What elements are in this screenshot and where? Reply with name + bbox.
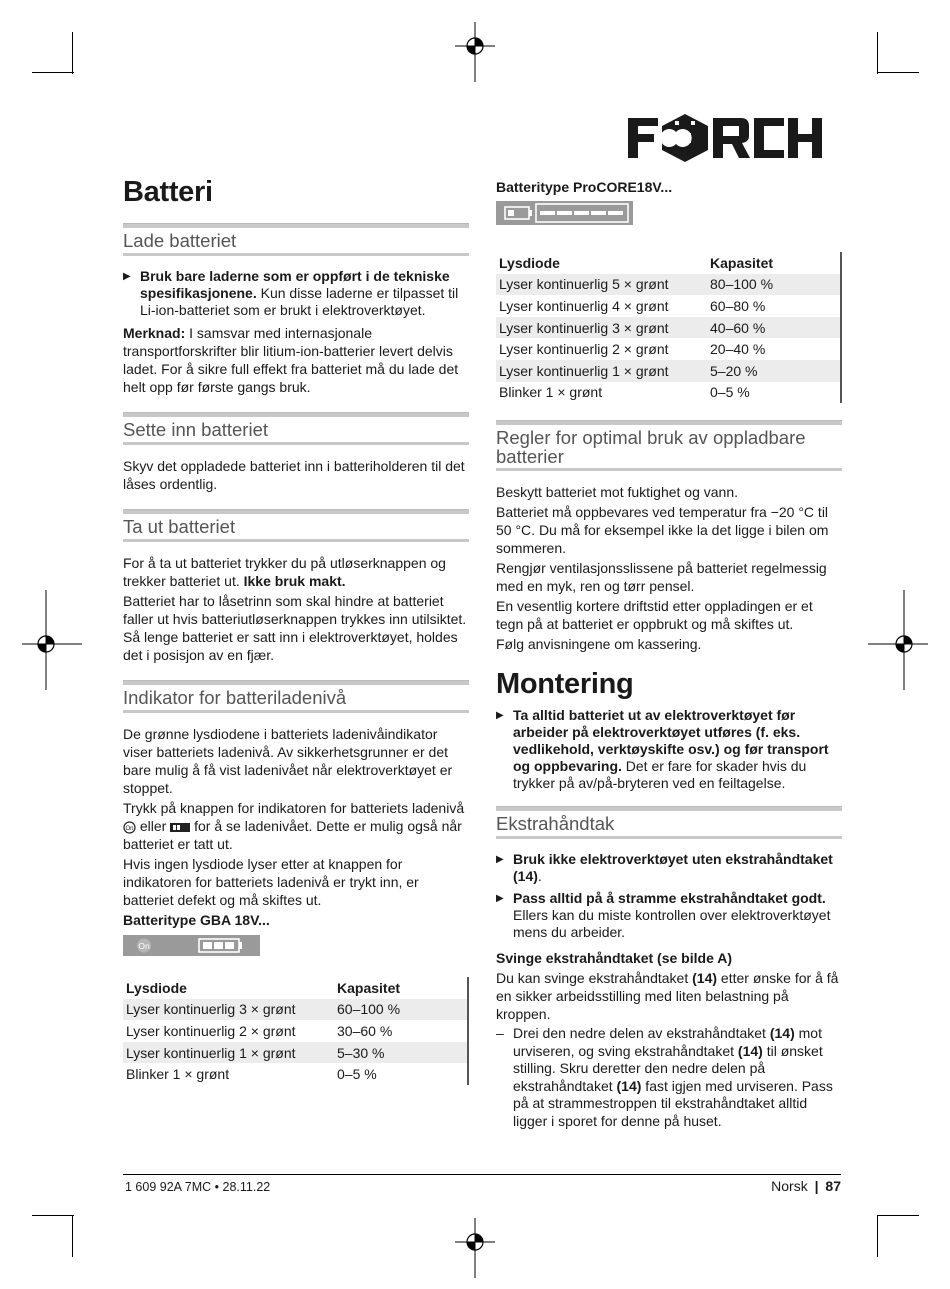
table-row: Lyser kontinuerlig 4 × grønt 60–80 % bbox=[499, 297, 766, 314]
bullet-remove-battery: ▶ Ta alltid batteriet ut av elektroverktøyet før arbeider på elektroverktøyet utføres (f. eks. vedlikehold, verktøyskifte osv.) og før transport og oppbevaring. Det er fare for skader hvis du trykker på av/på-bryteren ved en feiltagelse. bbox=[496, 707, 842, 792]
paragraph: For å ta ut batteriet trykker du på utløserknappen og trekker batteriet ut. Ikke bruk makt. bbox=[123, 555, 446, 589]
paragraph: Skyv det oppladede batteriet inn i batteriholderen til det låses ordentlig. bbox=[123, 458, 465, 492]
left-column bbox=[123, 175, 469, 1085]
registration-mark-right bbox=[868, 590, 928, 690]
footer-rule bbox=[123, 1174, 841, 1175]
paragraph: En vesentlig kortere driftstid etter oppladingen er et tegn på at batteriet er oppbrukt og må skiftes ut. bbox=[496, 598, 813, 633]
section-handle bbox=[496, 806, 842, 1130]
procore-capacity-table bbox=[496, 252, 842, 403]
table-row: Lyser kontinuerlig 1 × grønt 5–20 % bbox=[496, 360, 842, 382]
table-row: Lyser kontinuerlig 3 × grønt 40–60 % bbox=[496, 317, 842, 339]
paragraph: Rengjør ventilasjonsslissene på batteriet regelmessig med en myk, ren og tørr pensel. bbox=[496, 560, 827, 595]
svg-text:On: On bbox=[138, 941, 150, 951]
subheading: Svinge ekstrahåndtaket (se bilde A) bbox=[496, 950, 732, 967]
paragraph: Trykk på knappen for indikatoren for batteriets ladenivå On eller for å se ladenivået. Dette er mulig også når batteriet er tatt ut. bbox=[123, 800, 465, 852]
paragraph: Batteriet har to låsetrinn som skal hindre at batteriet faller ut hvis batteriutløserknappen trykkes inn utilsiktet. Så lenge batteriet er satt inn i elektroverktøyet, holdes det i posisjon av en fjær. bbox=[123, 593, 467, 663]
table-row: Lyser kontinuerlig 3 × grønt 60–100 % bbox=[123, 999, 469, 1021]
paragraph: Batteriet må oppbevares ved temperatur fra −20 °C til 50 °C. Du må for eksempel ikke la det ligge i bilen om sommeren. bbox=[496, 504, 829, 557]
note-paragraph: Merknad: I samsvar med internasjonale transportforskrifter blir litium-ion-batterier levert delvis ladet. For å sikre full effekt fra batteriet må du lade det helt opp før første gangs bruk. bbox=[123, 325, 459, 395]
page-number: 87 bbox=[825, 1178, 841, 1194]
section-heading: Regler for optimal bruk av oppladbare batterier bbox=[496, 427, 806, 468]
paragraph: Hvis ingen lysdiode lyser etter at knappen for indikatoren for batteriets ladenivå er trykt inn, er batteriet defekt og må skiftes ut. bbox=[123, 856, 419, 908]
gba-capacity-table bbox=[123, 977, 469, 1085]
registration-mark-left bbox=[22, 590, 82, 690]
registration-mark-bottom bbox=[455, 1218, 495, 1278]
montering-title: Montering bbox=[496, 668, 634, 701]
table-row: Blinker 1 × grønt 0–5 % bbox=[499, 384, 750, 401]
section-rules bbox=[496, 420, 842, 653]
table-row: Lyser kontinuerlig 5 × grønt 80–100 % bbox=[496, 274, 842, 296]
section-heading: Ta ut batteriet bbox=[123, 516, 236, 537]
bullet-tighten-handle: ▶ Pass alltid på å stramme ekstrahåndtaket godt. Ellers kan du miste kontrollen over elektroverktøyet mens du arbeider. bbox=[496, 890, 842, 941]
section-insert bbox=[123, 412, 469, 493]
table-row: Blinker 1 × grønt 0–5 % bbox=[126, 1066, 377, 1083]
table-header: Lysdiode bbox=[499, 254, 560, 271]
section-heading: Sette inn batteriet bbox=[123, 419, 269, 440]
section-remove bbox=[123, 509, 469, 664]
on-button-icon bbox=[123, 821, 136, 834]
forch-logo bbox=[628, 112, 843, 164]
battery-gauge-icon bbox=[170, 822, 190, 833]
table-header: Lysdiode bbox=[126, 979, 187, 996]
section-heading: Indikator for batteriladenivå bbox=[123, 687, 347, 708]
paragraph: Følg anvisningene om kassering. bbox=[496, 636, 702, 653]
page-footer-right bbox=[740, 1178, 841, 1194]
language-label: Norsk bbox=[771, 1178, 808, 1194]
table-row: Lyser kontinuerlig 2 × grønt 30–60 % bbox=[126, 1022, 393, 1039]
document-code: 1 609 92A 7MC • 28.11.22 bbox=[125, 1180, 271, 1194]
paragraph: Du kan svinge ekstrahåndtaket (14) etter ønske for å få en sikker arbeidsstilling med liten belastning på kroppen. bbox=[496, 970, 839, 1023]
battery-type-label: Batteritype GBA 18V... bbox=[123, 912, 270, 928]
right-column bbox=[496, 178, 842, 1130]
bullet-handle-required: ▶ Bruk ikke elektroverktøyet uten ekstrahåndtaket (14). bbox=[496, 851, 842, 885]
svg-text:On: On bbox=[125, 825, 134, 832]
table-header: Kapasitet bbox=[710, 254, 774, 271]
page-title: Batteri bbox=[123, 176, 213, 208]
dash-item: – Drei den nedre delen av ekstrahåndtaket (14) mot urviseren, og sving ekstrahåndtaket (14) til ønsket stilling. Skru deretter den nedre delen på ekstrahåndtaket (14) fast igjen med urviseren. Pass på at strammestroppen til ekstrahåndtaket alltid ligger i sporet for denne på huset. bbox=[496, 1025, 842, 1130]
section-heading: Ekstrahåndtak bbox=[496, 813, 615, 835]
procore-battery-indicator-icon bbox=[496, 201, 633, 225]
paragraph: Beskytt batteriet mot fuktighet og vann. bbox=[496, 484, 739, 501]
section-heading: Lade batteriet bbox=[123, 230, 237, 251]
table-row: Lyser kontinuerlig 1 × grønt 5–30 % bbox=[123, 1042, 469, 1064]
footer-separator: | bbox=[814, 1178, 819, 1194]
gba-battery-indicator-icon bbox=[123, 933, 260, 957]
table-header: Kapasitet bbox=[337, 979, 401, 996]
table-row: Lyser kontinuerlig 2 × grønt 20–40 % bbox=[499, 341, 766, 358]
battery-type-label: Batteritype ProCORE18V... bbox=[496, 179, 673, 195]
paragraph: De grønne lysdiodene i batteriets ladenivåindikator viser batteriets ladenivå. Av sikkerhetsgrunner er det bare mulig å få vist ladenivået når elektroverktøyet er stoppet. bbox=[123, 726, 453, 796]
section-indicator bbox=[123, 680, 469, 1085]
bullet-chargers: ▶ Bruk bare laderne som er oppført i de tekniske spesifikasjonene. Kun disse laderne er tilpasset til Li-ion-batteriet som er brukt i elektroverktøyet. bbox=[123, 268, 469, 319]
section-charge bbox=[123, 223, 469, 396]
registration-mark-top bbox=[455, 22, 495, 82]
